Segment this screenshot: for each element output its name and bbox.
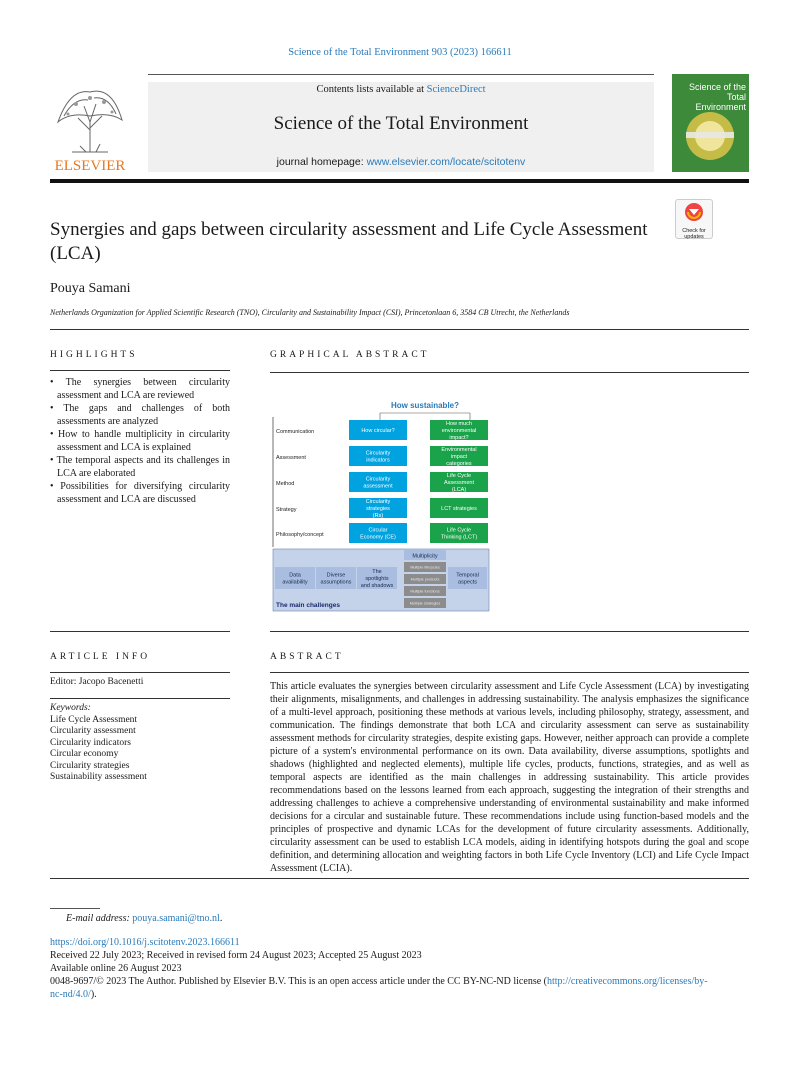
highlight-text: How to handle multiplicity in circularity assessment and LCA is explained xyxy=(57,429,230,453)
homepage-line xyxy=(148,156,654,168)
challenge-label: availability xyxy=(282,579,308,586)
author-affiliation: Netherlands Organization for Applied Scientific Research (TNO), Circularity and Sustainability Impact (CSI), Princetonlaan 6, 3584 CB Utrecht, the Netherlands xyxy=(50,308,570,317)
diagram-row-label: Assessment xyxy=(276,455,306,461)
challenges-title: The main challenges xyxy=(276,602,340,609)
graphical-abstract-rule xyxy=(270,372,749,373)
highlights-list xyxy=(50,376,230,506)
author-name: Pouya Samani xyxy=(50,281,131,296)
lca-box-label: Assessment xyxy=(444,479,474,486)
lca-box-label: Environmental xyxy=(441,446,477,453)
highlight-item: • Possibilities for diversifying circularity assessment and LCA are discussed xyxy=(50,481,230,505)
circularity-box-label: indicators xyxy=(366,457,390,464)
challenge-label: Data xyxy=(289,572,301,579)
email-footnote xyxy=(66,912,222,925)
keyword-item: Circularity strategies xyxy=(50,760,130,771)
challenge-label: Temporal xyxy=(456,572,479,579)
article-info-rule xyxy=(50,672,230,673)
multiplicity-label: Multiple lifecycles xyxy=(410,565,440,570)
diagram-row-label: Philosophy/concept xyxy=(276,532,324,538)
circularity-box-label: strategies xyxy=(366,505,390,512)
circularity-box-label: Circular xyxy=(368,527,388,534)
lca-box-label: How much xyxy=(446,420,472,427)
lca-box-label: Life Cycle xyxy=(446,472,472,479)
highlight-item: • The synergies between circularity assessment and LCA are reviewed xyxy=(50,377,230,401)
highlight-text: The temporal aspects and its challenges in LCA are elaborated xyxy=(56,455,230,479)
abstract-text: This article evaluates the synergies between circularity assessment and Life Cycle Assessment (LCA) by investigating their alignments, misalignments, and challenges in addressing sustainability. The analysis emphasizes the significance of a multi-level approach, positioning these methods at various levels, including philosophy, strategy, assessment, and communication. The findings demonstrate that both LCA and circularity assessment can serve as sustainability assessment methods for circularity strategies, despite existing gaps. However, neither approach can provide a complete picture of a system's environmental performance on its own. Data availability, diverse assumptions, spotlights and shadows (highlighted and neglected elements), multiple life cycles, products, functions, strategies, and as well as temporal aspects are identified as the main challenges in addressing sustainability. This article provides recommendations based on the lessons learned from each approach, suggesting the integration of their strengths and addressing challenges to achieve a comprehensive understanding of environmental sustainability and make informed decisions for a circular and sustainable future. These recommendations include using function-based models and the principles of prospective and dynamic LCAs for the development of future circularity assessments. Additionally, circularity assessment can be used to establish LCA models, aiding in identifying hotspots during the goal and scope definition, and determining allocation and weighting factors in both Life Cycle Inventory (LCI) and Life Cycle Impact Assessment (LCIA). xyxy=(270,681,749,874)
abstract-heading: ABSTRACT xyxy=(270,652,344,662)
lca-box-label: (LCA) xyxy=(451,486,467,493)
elsevier-tree-icon xyxy=(50,82,130,174)
circularity-box-label: Circularity xyxy=(365,498,391,505)
highlight-text: The synergies between circularity assessment and LCA are reviewed xyxy=(57,377,230,401)
lca-box-label: impact? xyxy=(449,434,469,441)
keywords-block xyxy=(50,703,230,784)
doi-line xyxy=(50,936,240,949)
circularity-box-label: Circularity xyxy=(365,450,391,457)
multiplicity-label: Multiple products xyxy=(410,577,440,582)
cover-title xyxy=(676,82,746,112)
contents-line xyxy=(148,84,654,95)
abstract-bottom-rule xyxy=(50,878,749,879)
highlight-item: • The gaps and challenges of both assessments are analyzed xyxy=(50,403,230,427)
check-for-updates-button[interactable] xyxy=(675,199,713,239)
highlight-item: • How to handle multiplicity in circularity assessment and LCA is explained xyxy=(50,429,230,453)
homepage-prefix: journal homepage: xyxy=(276,156,367,168)
contents-prefix: Contents lists available at xyxy=(316,84,427,95)
lca-box-label: impact xyxy=(450,453,468,460)
license-link[interactable]: http://creativecommons.org/licenses/by- xyxy=(546,976,708,987)
email-label: E-mail address: xyxy=(66,913,130,924)
multiplicity-label: Multiple strategies xyxy=(409,601,441,606)
diagram-row-label: Method xyxy=(276,481,295,487)
lca-box-label: Thinking (LCT) xyxy=(440,534,478,541)
header-top-rule xyxy=(148,74,654,75)
license-prefix: 0048-9697/© 2023 The Author. Published by Elsevier B.V. This is an open access article under the CC BY-NC-ND license ( xyxy=(50,976,547,987)
diagram-top-label: How sustainable? xyxy=(390,401,460,410)
graphical-abstract-figure[interactable] xyxy=(270,385,492,613)
highlights-heading: HIGHLIGHTS xyxy=(50,350,138,360)
abstract-rule xyxy=(270,672,749,673)
circularity-box-label: assessment xyxy=(363,483,393,490)
keywords-label: Keywords: xyxy=(50,703,91,713)
journal-reference[interactable] xyxy=(0,47,800,58)
challenge-label: assumptions xyxy=(320,579,352,586)
license-line xyxy=(50,975,750,1001)
homepage-link[interactable]: www.elsevier.com/locate/scitotenv xyxy=(366,156,526,168)
info-rule-right xyxy=(270,631,749,632)
doi-link[interactable]: https://doi.org/10.1016/j.scitotenv.2023.166611 xyxy=(50,937,240,948)
highlights-rule xyxy=(50,370,230,371)
highlight-item: • The temporal aspects and its challenges in LCA are elaborated xyxy=(50,455,230,479)
info-rule-left xyxy=(50,631,230,632)
check-updates-label: Check for updates xyxy=(682,228,706,240)
circularity-box-label: Economy (CE) xyxy=(360,534,396,541)
title-divider xyxy=(50,329,749,330)
circularity-box-label: (Rs) xyxy=(372,512,384,519)
diagram-row-label: Strategy xyxy=(276,507,297,513)
header-divider xyxy=(50,179,749,183)
graphical-abstract-diagram xyxy=(270,385,492,613)
article-info-heading: ARTICLE INFO xyxy=(50,652,151,662)
license-link-continued[interactable]: nc-nd/4.0/ xyxy=(50,989,91,1000)
keyword-item: Circularity indicators xyxy=(50,737,131,748)
keyword-item: Life Cycle Assessment xyxy=(50,714,138,725)
lca-box-label: Life Cycle xyxy=(446,527,472,534)
challenge-label: aspects xyxy=(458,579,477,586)
dates-line: Received 22 July 2023; Received in revised form 24 August 2023; Accepted 25 August 2023 xyxy=(50,950,422,961)
circularity-box-label: How circular? xyxy=(361,427,395,434)
keyword-item: Sustainability assessment xyxy=(50,772,147,782)
journal-title: Science of the Total Environment xyxy=(273,113,529,134)
graphical-abstract-heading: GRAPHICAL ABSTRACT xyxy=(270,350,430,360)
license-suffix: ). xyxy=(90,989,97,1000)
publisher-name: ELSEVIER xyxy=(54,158,126,174)
diagram-row-label: Communication xyxy=(276,429,315,435)
article-title: Synergies and gaps between circularity assessment and Life Cycle Assessment (LCA) xyxy=(50,219,648,264)
email-link[interactable]: pouya.samani@tno.nl xyxy=(132,913,220,924)
multiplicity-label: Multiple functions xyxy=(410,589,440,594)
circularity-box-label: Circularity xyxy=(365,476,391,483)
online-line: Available online 26 August 2023 xyxy=(50,963,182,974)
cover-title-line2: Total Environment xyxy=(695,92,746,112)
lca-box-label: categories xyxy=(446,460,472,467)
highlight-text: Possibilities for diversifying circularity assessment and LCA are discussed xyxy=(57,481,230,505)
sciencedirect-link[interactable]: ScienceDirect xyxy=(426,84,486,95)
elsevier-logo xyxy=(50,82,130,174)
keywords-rule xyxy=(50,698,230,699)
multiplicity-title: Multiplicity xyxy=(412,553,438,560)
cover-title-line1: Science of the xyxy=(688,82,746,92)
lca-box-label: LCT strategies xyxy=(441,505,477,512)
challenge-label: The xyxy=(372,568,382,575)
footnote-rule xyxy=(50,908,100,909)
editor-line: Editor: Jacopo Bacenetti xyxy=(50,677,144,687)
challenge-label: Diverse xyxy=(326,572,346,579)
journal-reference-link[interactable]: Science of the Total Environment 903 (2023) 166611 xyxy=(288,47,512,58)
check-updates-icon xyxy=(676,200,712,224)
lca-box-label: environmental xyxy=(441,427,477,434)
keyword-item: Circularity assessment xyxy=(50,726,136,736)
email-suffix: . xyxy=(219,913,223,924)
challenge-label: spotlights xyxy=(365,575,389,582)
highlight-text: The gaps and challenges of both assessments are analyzed xyxy=(57,403,230,427)
challenge-label: and shadows xyxy=(360,582,394,589)
diagram-bracket xyxy=(380,413,470,421)
keyword-item: Circular economy xyxy=(50,749,119,759)
